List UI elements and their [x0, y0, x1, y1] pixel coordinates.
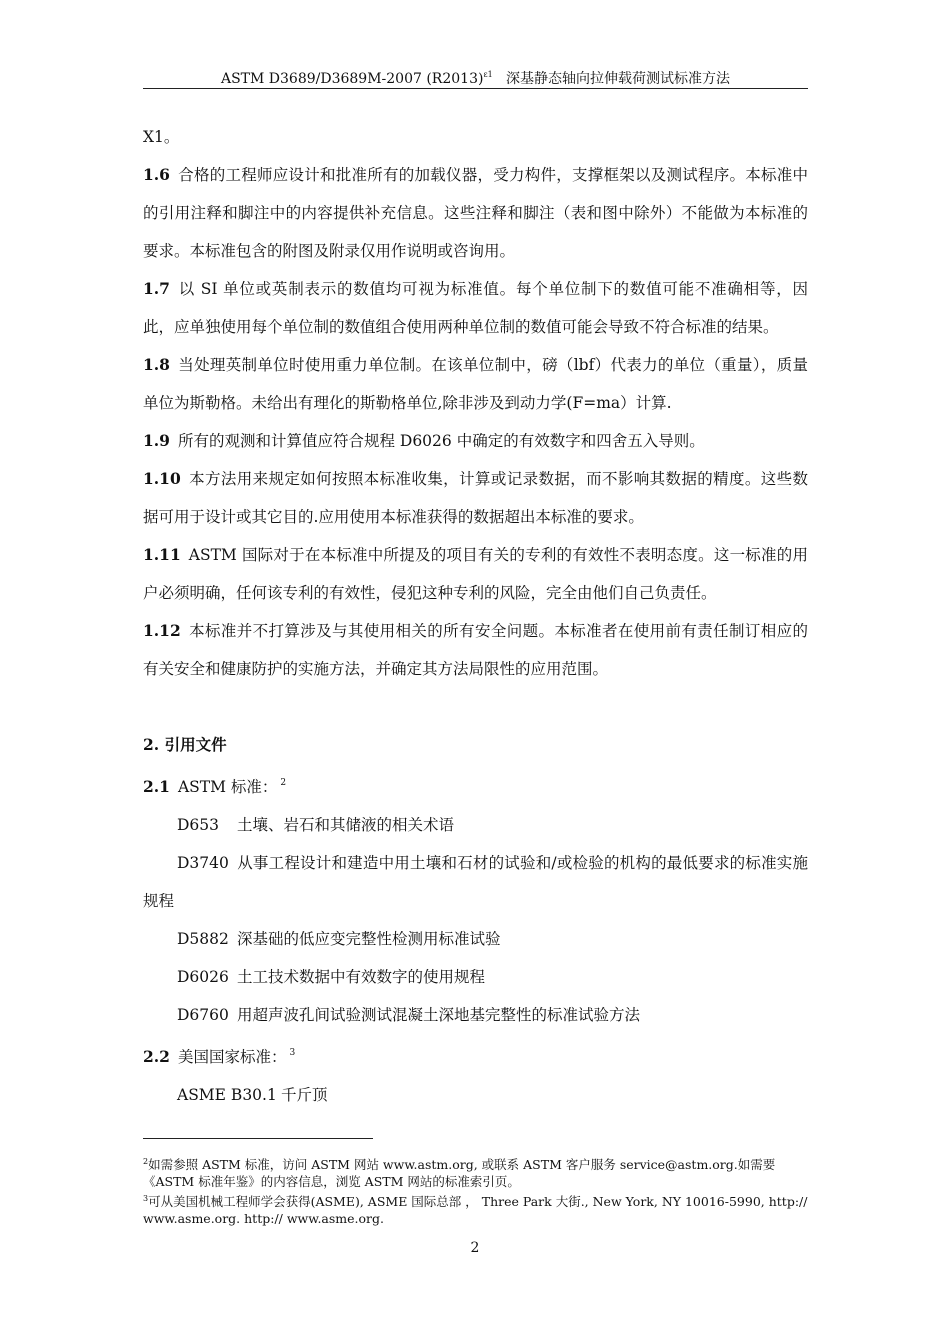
reference-code: D653 [177, 816, 220, 834]
reference-title: 深基础的低应变完整性检测用标准试验 [237, 930, 501, 948]
reference-title: 土壤、岩石和其储液的相关术语 [237, 816, 455, 834]
paragraph-1-11 [143, 536, 808, 612]
reference-code: ASME B30.1 [177, 1086, 277, 1104]
paragraph-2-2 [143, 1034, 808, 1076]
reference-item [143, 1076, 808, 1114]
footnote-ref-2[interactable]: 2 [280, 778, 287, 788]
footnotes [143, 1138, 808, 1227]
clause-number: 2.1 [143, 777, 170, 796]
paragraph-1-10 [143, 460, 808, 536]
header-title: 深基静态轴向拉伸载荷测试标准方法 [506, 71, 731, 87]
page-number: 2 [470, 1240, 480, 1256]
page-header [143, 62, 808, 89]
paragraph-1-7 [143, 270, 808, 346]
footnote-text: 可从美国机械工程师学会获得(ASME), ASME 国际总部 ， Three Park 大街., New York, NY 10016-5990, http:// www.asme.org. http:// www.asme.org. [143, 1194, 808, 1226]
reference-title: 用超声波孔间试验测试混凝土深地基完整性的标准试验方法 [237, 1006, 641, 1024]
reference-code: D5882 [177, 930, 229, 948]
clause-text: ASTM 国际对于在本标准中所提及的项目有关的专利的有效性不表明态度。这一标准的用户必须明确，任何该专利的有效性，侵犯这种专利的风险，完全由他们自己负责任。 [143, 546, 808, 602]
clause-number: 1.9 [143, 431, 170, 450]
paragraph-1-6 [143, 156, 808, 270]
footnote-marker: 2 [143, 1157, 149, 1166]
paragraph-2-1 [143, 764, 808, 806]
reference-item [143, 996, 808, 1034]
footnote-3 [143, 1190, 808, 1227]
section-2-title: 2. 引用文件 [143, 735, 227, 754]
header-superscript: ε1 [483, 70, 493, 79]
reference-title: 从事工程设计和建造中用土壤和石材的试验和/或检验的机构的最低要求的标准实施规程 [143, 854, 808, 910]
reference-item [143, 920, 808, 958]
document-body [143, 118, 808, 1114]
clause-number: 2.2 [143, 1047, 170, 1066]
reference-item [143, 958, 808, 996]
footnote-marker: 3 [143, 1194, 149, 1203]
paragraph-1-12 [143, 612, 808, 688]
clause-number: 1.12 [143, 621, 181, 640]
paragraph-1-9 [143, 422, 808, 460]
footnote-ref-3[interactable]: 3 [289, 1048, 296, 1058]
paragraph-1-8 [143, 346, 808, 422]
reference-item [143, 844, 808, 920]
clause-text: 合格的工程师应设计和批准所有的加载仪器，受力构件，支撑框架以及测试程序。本标准中的引用注释和脚注中的内容提供补充信息。这些注释和脚注（表和图中除外）不能做为本标准的要求。本标准包含的附图及附录仅用作说明或咨询用。 [143, 166, 808, 260]
reference-title: 千斤顶 [281, 1086, 328, 1104]
header-standard-code: ASTM D3689/D3689M-2007 (R2013) [220, 71, 484, 87]
clause-number: 1.10 [143, 469, 181, 488]
clause-number: 1.7 [143, 279, 170, 298]
clause-text: ASTM 标准： [177, 778, 278, 796]
clause-number: 1.6 [143, 165, 170, 184]
clause-text: 所有的观测和计算值应符合规程 D6026 中确定的有效数字和四舍五入导则。 [177, 432, 705, 450]
footnote-divider [143, 1138, 373, 1139]
clause-number: 1.8 [143, 355, 170, 374]
clause-text: 本方法用来规定如何按照本标准收集，计算或记录数据，而不影响其数据的精度。这些数据可用于设计或其它目的.应用使用本标准获得的数据超出本标准的要求。 [143, 470, 808, 526]
reference-item [143, 806, 808, 844]
reference-code: D6026 [177, 968, 229, 986]
paragraph-x1: X1。 [143, 128, 180, 146]
footnote-2 [143, 1153, 808, 1190]
reference-code: D3740 [177, 854, 229, 872]
reference-title: 土工技术数据中有效数字的使用规程 [237, 968, 486, 986]
reference-code: D6760 [177, 1006, 229, 1024]
clause-text: 当处理英制单位时使用重力单位制。在该单位制中，磅（lbf）代表力的单位（重量），质量单位为斯勒格。未给出有理化的斯勒格单位,除非涉及到动力学(F=ma）计算. [143, 356, 808, 412]
clause-text: 本标准并不打算涉及与其使用相关的所有安全问题。本标准者在使用前有责任制订相应的有关安全和健康防护的实施方法，并确定其方法局限性的应用范围。 [143, 622, 808, 678]
clause-number: 1.11 [143, 545, 181, 564]
clause-text: 以 SI 单位或英制表示的数值均可视为标准值。每个单位制下的数值可能不准确相等，因此，应单独使用每个单位制的数值组合使用两种单位制的数值可能会导致不符合标准的结果。 [143, 280, 808, 336]
footnote-text: 如需参照 ASTM 标准，访问 ASTM 网站 www.astm.org, 或联系 ASTM 客户服务 service@astm.org.如需要《ASTM 标准年鉴》的内容信息，浏览 ASTM 网站的标准索引页。 [143, 1157, 776, 1189]
clause-text: 美国国家标准： [177, 1048, 287, 1066]
